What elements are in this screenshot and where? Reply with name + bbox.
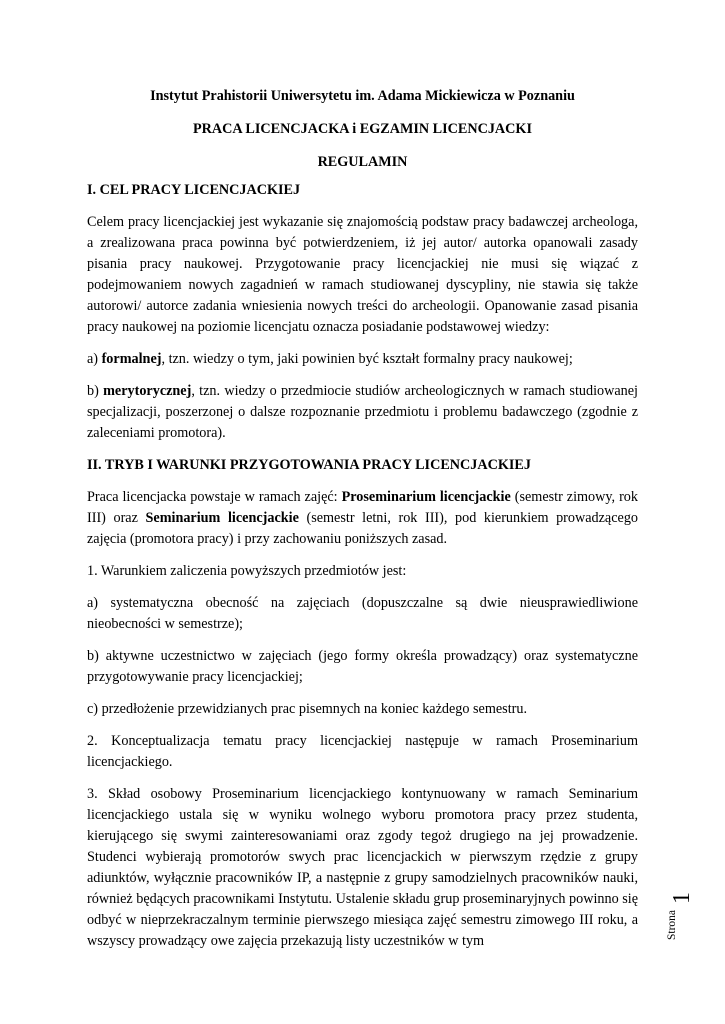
institute-name: Instytut Prahistorii Uniwersytetu im. Adama Mickiewicza w Poznaniu (150, 88, 575, 104)
section-1-item-a: a) formalnej, tzn. wiedzy o tym, jaki powinien być kształt formalny pracy naukowej; (87, 351, 573, 367)
section-1-intro: Celem pracy licencjackiej jest wykazanie się znajomością podstaw pracy badawczej archeologa, a zrealizowana praca powinna być potwierdzeniem, iż jej autor/ autorka opanowali zasady pisania pracy naukowej. Przygotowanie pracy licencjackiej nie musi się wiązać z podejmowaniem nowych zagadnień w ramach studiowanej dyscypliny, nie stawia się także autorowi/ autorce zadania wniesienia nowych treści do archeologii. Opanowanie zasad pisania pracy naukowej na poziomie licencjatu oznacza posiadanie podstawowej wiedzy: (87, 214, 638, 335)
section-2-point-1: 1. Warunkiem zaliczenia powyższych przedmiotów jest: (87, 563, 407, 579)
section-2-point-1b: b) aktywne uczestnictwo w zajęciach (jego formy określa prowadzący) oraz systematyczne przygotowywanie pracy licencjackiej; (87, 648, 638, 685)
section-2-point-1a: a) systematyczna obecność na zajęciach (dopuszczalne są dwie nieusprawiedliwione nieobecności w semestrze); (87, 595, 638, 632)
page-number: 1 (669, 892, 695, 904)
section-2-heading: II. TRYB I WARUNKI PRZYGOTOWANIA PRACY LICENCJACKIEJ (87, 457, 531, 473)
page-number-marker (666, 872, 695, 942)
section-2-point-2: 2. Konceptualizacja tematu pracy licencjackiej następuje w ramach Proseminarium licencjackiego. (87, 733, 638, 770)
document-title: PRACA LICENCJACKA i EGZAMIN LICENCJACKI (193, 121, 532, 137)
document-subtitle: REGULAMIN (317, 154, 408, 170)
page-label: Strona (666, 909, 678, 940)
section-1-item-b: b) merytorycznej, tzn. wiedzy o przedmiocie studiów archeologicznych w ramach studiowanej specjalizacji, poszerzonej o dalsze rozpoznanie przedmiotu i problemu badawczego (zgodnie z zaleceniami promotora). (87, 383, 638, 441)
document-page (87, 86, 638, 963)
section-2-intro: Praca licencjacka powstaje w ramach zajęć: Proseminarium licencjackie (semestr zimowy, rok III) oraz Seminarium licencjackie (semestr letni, rok III), pod kierunkiem prowadzącego zajęcia (promotora pracy) i przy zachowaniu poniższych zasad. (87, 489, 639, 547)
section-2-point-1c: c) przedłożenie przewidzianych prac pisemnych na koniec każdego semestru. (87, 701, 528, 717)
section-2-point-3: 3. Skład osobowy Proseminarium licencjackiego kontynuowany w ramach Seminarium licencjackiego ustala się w wyniku wolnego wyboru promotora pracy przez studenta, kierującego się swymi zainteresowaniami oraz zgody tegoż drugiego na jej prowadzenie. Studenci wybierają promotorów swych prac licencjackich w pierwszym rzędzie z grupy adiunktów, wyłącznie pracowników IP, a następnie z grupy samodzielnych pracowników nauki, również będących pracownikami Instytutu. Ustalenie składu grup proseminaryjnych powinno się odbyć w nieprzekraczalnym terminie pierwszego miesiąca zajęć semestru zimowego III roku, a wszyscy prowadzący owe zajęcia przekazują listy uczestników w tym (87, 786, 638, 949)
section-1-heading: I. CEL PRACY LICENCJACKIEJ (87, 182, 301, 198)
